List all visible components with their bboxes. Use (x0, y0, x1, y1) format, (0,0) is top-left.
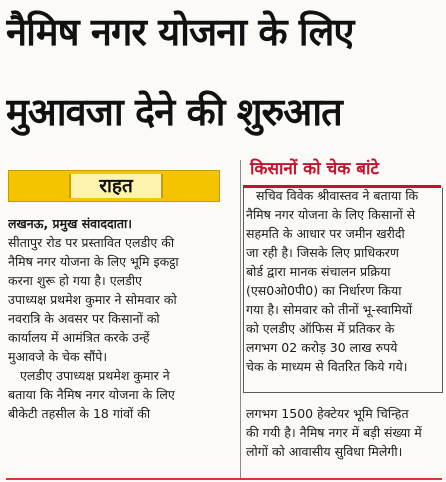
left-line: नैमिष नगर योजना के लिए भूमि इकट्ठा (8, 254, 179, 269)
right-line: नैमिष नगर योजना के लिए किसानों से (246, 207, 416, 222)
section-label: राहत (69, 174, 163, 198)
right-line: (एस0ओ0पी0) का निर्धारण किया (246, 283, 402, 298)
right-lower-line: लगभग 1500 हेक्टेयर भूमि चिन्हित (246, 406, 409, 421)
right-line: लगभग 02 करोड़ 30 लाख रुपये (246, 340, 398, 355)
left-column (8, 214, 236, 423)
right-line: बोर्ड द्वारा मानक संचालन प्रक्रिया (246, 264, 391, 279)
right-line: गया है। सोमवार को तीनों भू-स्वामियों (246, 302, 413, 317)
byline: लखनऊ, प्रमुख संवाददाता। (8, 216, 132, 231)
right-column-lower (246, 404, 442, 461)
left-line: सीतापुर रोड पर प्रस्तावित एलडीए की (8, 235, 175, 250)
left-line: नवरात्रि के अवसर पर किसानों को (8, 311, 160, 326)
right-lower-line: की गयी है। नैमिष नगर में बड़ी संख्या में (246, 425, 422, 440)
section-label-box (8, 170, 220, 202)
column-divider (240, 160, 241, 478)
right-line: सहमति के आधार पर जमीन खरीदी (246, 226, 405, 241)
headline-line-1: नैमिष नगर योजना के लिए (6, 10, 354, 54)
right-line: को एलडीए ऑफिस में प्रतिकर के (246, 321, 395, 336)
subheading: किसानों को चेक बांटे (250, 159, 379, 179)
left-line: बताया कि नैमिष नगर योजना के लिए (8, 387, 175, 402)
left-line: करना शुरू हो गया है। एलडीए (8, 273, 142, 288)
left-line: बीकेटी तहसील के 18 गांवों की (8, 406, 151, 421)
headline-line-2: मुआवजा देने की शुरुआत (6, 90, 342, 134)
left-line: कार्यालय में आमंत्रित करके उन्हें (8, 330, 150, 345)
bottom-rule (6, 478, 442, 480)
right-line: सचिव विवेक श्रीवास्तव ने बताया कि (256, 188, 419, 203)
right-column (246, 186, 442, 376)
right-line: जा रही है। जिसके लिए प्राधिकरण (246, 245, 399, 260)
left-line: उपाध्यक्ष प्रथमेश कुमार ने सोमवार को (8, 292, 177, 307)
right-line: चेक के माध्यम से वितरित किये गये। (246, 359, 408, 374)
left-line: एलडीए उपाध्यक्ष प्रथमेश कुमार ने (20, 368, 170, 383)
right-lower-line: लोगों को आवासीय सुविधा मिलेगी। (246, 444, 403, 459)
left-line: मुआवजे के चेक सौंपे। (8, 349, 108, 364)
